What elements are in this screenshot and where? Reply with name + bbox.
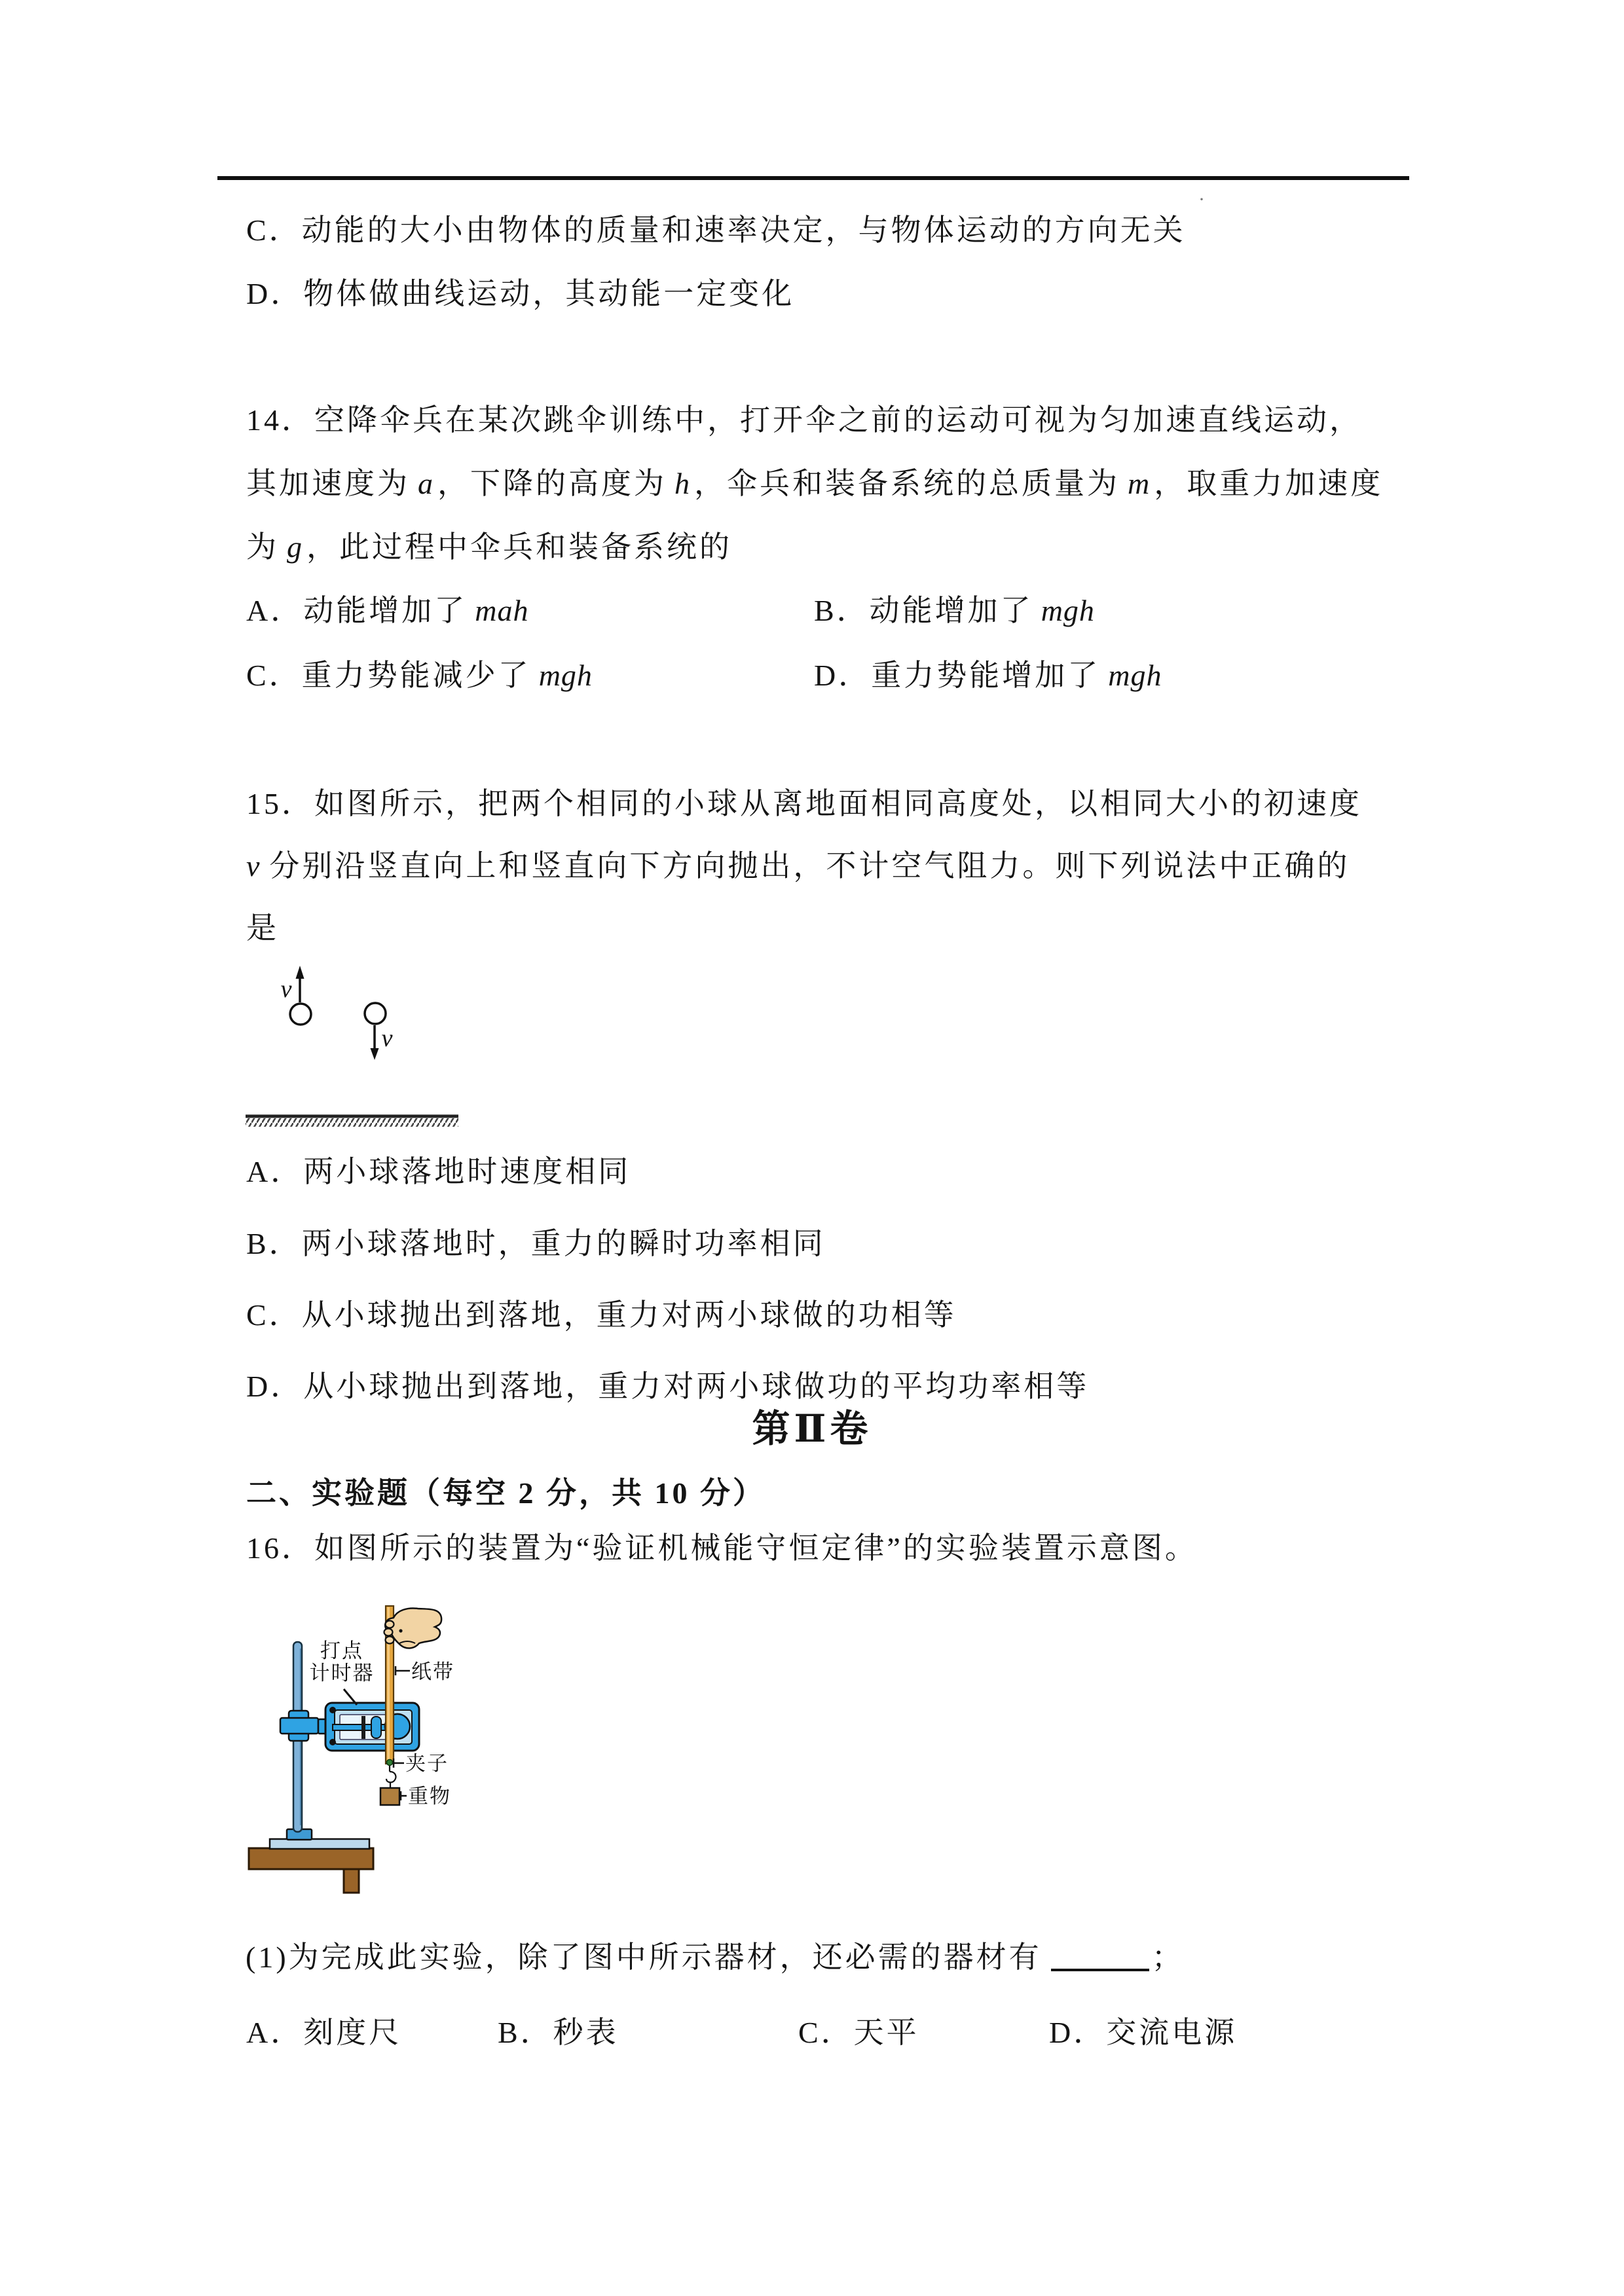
timer-spool xyxy=(371,1717,381,1738)
q15-option-a: A．两小球落地时速度相同 xyxy=(246,1155,631,1188)
ground-hatching xyxy=(246,1118,458,1127)
table xyxy=(249,1848,373,1893)
table-leg xyxy=(344,1869,359,1893)
q14-option-d-text: D．重力势能增加了 xyxy=(814,659,1101,692)
formula-mgh: mgh xyxy=(1041,594,1095,627)
ball-thrown-up xyxy=(281,966,311,1025)
clip-dot xyxy=(387,1760,393,1766)
q14-option-c-text: C．重力势能减少了 xyxy=(246,659,531,692)
apparatus-diagram xyxy=(223,1591,485,1899)
q16-stem: 16．如图所示的装置为“验证机械能守恒定律”的实验装置示意图。 xyxy=(246,1531,1198,1565)
q14-option-a-text: A．动能增加了 xyxy=(246,594,468,627)
fingertip-2 xyxy=(384,1629,393,1636)
q15-stem2-text: 分别沿竖直向上和竖直向下方向抛出，不计空气阻力。则下列说法中正确的 xyxy=(269,849,1350,883)
weight-label: 重物 xyxy=(408,1785,451,1808)
header-rule xyxy=(217,176,1409,180)
variable-m: m xyxy=(1128,467,1151,500)
ball-down xyxy=(365,1003,386,1024)
timer-pin xyxy=(361,1716,365,1739)
q14-stem2-t4: ，取重力加速度 xyxy=(1154,467,1384,500)
q15-stem-line1: 15．如图所示，把两个相同的小球从离地面相同高度处，以相同大小的初速度 xyxy=(246,787,1362,820)
q16-option-a: A．刻度尺 xyxy=(246,2016,402,2049)
ball-up xyxy=(290,1004,311,1025)
tape-label: 纸带 xyxy=(411,1660,454,1683)
formula-mgh: mgh xyxy=(1108,659,1162,692)
section-header: 二、实验题（每空 2 分，共 10 分） xyxy=(246,1476,766,1510)
ball-thrown-down xyxy=(365,1003,393,1060)
up-arrow-head xyxy=(296,966,304,979)
variable-v: v xyxy=(246,849,261,883)
timer-label-line1: 打点 xyxy=(320,1639,363,1662)
variable-a: a xyxy=(418,467,434,500)
timer-label-line2: 计时器 xyxy=(309,1662,375,1685)
variable-h: h xyxy=(674,467,690,500)
q14-stem-line2 xyxy=(246,464,1383,503)
q13-option-c: C．动能的大小由物体的质量和速率决定，与物体运动的方向无关 xyxy=(246,213,1186,247)
q14-stem2-t3: ，伞兵和装备系统的总质量为 xyxy=(694,467,1120,500)
down-arrow-head xyxy=(371,1048,379,1060)
formula-mgh: mgh xyxy=(538,659,593,692)
stand-clamp xyxy=(280,1711,329,1741)
q16-option-c: C．天平 xyxy=(798,2016,919,2049)
clip-label: 夹子 xyxy=(405,1752,449,1775)
timer-screw-bottom xyxy=(329,1739,336,1745)
q16-sub1-semicolon: ； xyxy=(1151,1941,1185,1974)
q15-option-d: D．从小球抛出到落地，重力对两小球做功的平均功率相等 xyxy=(246,1370,1090,1403)
velocity-label-up: v xyxy=(280,975,292,1003)
part2-title: 第Ⅱ卷 xyxy=(752,1408,872,1450)
weight-block xyxy=(380,1788,399,1805)
ground-hatch xyxy=(246,1116,458,1127)
knuckle-dot xyxy=(399,1629,402,1632)
q14-option-c xyxy=(246,656,597,695)
q16-option-b: B．秒表 xyxy=(498,2016,619,2049)
two-balls-diagram xyxy=(236,953,471,1136)
stray-scan-mark: · xyxy=(1198,189,1205,210)
q16-sub1-text: (1)为完成此实验，除了图中所示器材，还必需的器材有 xyxy=(246,1941,1042,1974)
q16-sub1 xyxy=(246,1938,1185,1977)
variable-g: g xyxy=(287,530,303,564)
q15-option-b: B．两小球落地时，重力的瞬时功率相同 xyxy=(246,1227,826,1260)
q16-option-d: D．交流电源 xyxy=(1049,2016,1238,2049)
hook-curl xyxy=(386,1772,396,1782)
q14-option-b xyxy=(814,591,1099,630)
q14-stem2-t1: 其加速度为 xyxy=(246,467,410,500)
q14-option-a xyxy=(246,591,532,630)
q15-stem-line2 xyxy=(246,847,1350,886)
table-top xyxy=(249,1848,373,1869)
q14-stem3-t2: ，此过程中伞兵和装备系统的 xyxy=(306,530,732,564)
q14-option-b-text: B．动能增加了 xyxy=(814,594,1033,627)
timer-screw-top xyxy=(329,1707,336,1713)
q14-stem-line3 xyxy=(246,528,732,567)
q14-option-d xyxy=(814,656,1166,695)
q14-stem-line1: 14．空降伞兵在某次跳伞训练中，打开伞之前的运动可视为匀加速直线运动， xyxy=(246,403,1362,437)
q14-stem3-t1: 为 xyxy=(246,530,279,564)
q14-stem2-t2: ，下降的高度为 xyxy=(437,467,667,500)
fingertip-3 xyxy=(386,1637,394,1644)
hook xyxy=(386,1766,396,1788)
formula-mah: mah xyxy=(475,594,529,627)
fingertip-1 xyxy=(386,1621,394,1628)
stand-base-plate xyxy=(270,1839,369,1849)
velocity-label-down: v xyxy=(381,1025,393,1052)
clamp-horizontal xyxy=(280,1718,318,1734)
q13-option-d: D．物体做曲线运动，其动能一定变化 xyxy=(246,277,795,310)
q15-stem-line3: 是 xyxy=(246,911,279,945)
answer-blank xyxy=(1051,1940,1149,1971)
dot-timer xyxy=(325,1703,419,1751)
q15-option-c: C．从小球抛出到落地，重力对两小球做的功相等 xyxy=(246,1298,957,1332)
